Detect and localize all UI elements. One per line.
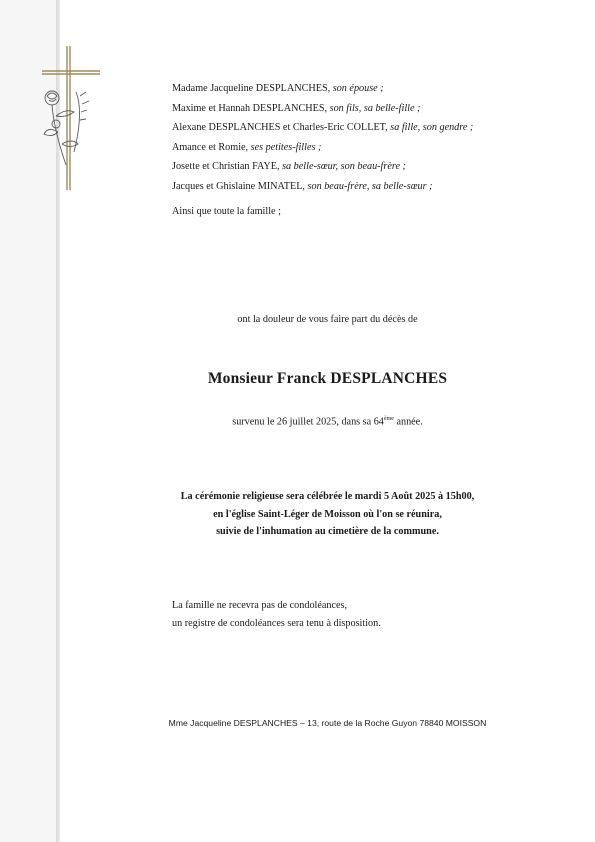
ceremony-line: La cérémonie religieuse sera célébrée le mardi 5 Août 2025 à 15h00, — [180, 491, 475, 502]
family-line — [172, 157, 572, 177]
ceremony-details — [60, 488, 595, 541]
family-relation: son épouse ; — [332, 83, 384, 94]
family-member-names: Amance et Romie, — [172, 141, 251, 153]
family-line — [172, 99, 572, 119]
family-member-names: Jacques et Ghislaine MINATEL, — [172, 180, 308, 192]
condolences-note — [172, 597, 381, 632]
family-line — [172, 79, 572, 99]
deceased-name: Monsieur Franck DESPLANCHES — [207, 370, 448, 387]
ceremony-line: en l'église Saint-Léger de Moisson où l'on se réunira, — [213, 508, 442, 520]
condolences-line: La famille ne recevra pas de condoléances, — [172, 600, 348, 611]
family-relation: ses petites-filles ; — [250, 141, 322, 153]
condolences-line: un registre de condoléances sera tenu à disposition. — [172, 617, 381, 629]
family-relation: sa fille, son gendre ; — [390, 122, 474, 134]
family-line — [172, 177, 572, 197]
cross-with-rose-icon — [36, 44, 108, 194]
family-line — [172, 138, 572, 158]
announcement-intro: ont la douleur de vous faire part du décès de — [237, 314, 418, 325]
death-date-line — [60, 416, 595, 427]
ordinal-suffix: ème — [383, 416, 394, 422]
family-member-names: Alexane DESPLANCHES et Charles-Eric COLLET, — [172, 122, 391, 134]
death-date-end: année. — [393, 416, 423, 428]
family-relation: son fils, sa belle-fille ; — [329, 102, 421, 114]
family-line — [172, 118, 572, 138]
family-member-names: Madame Jacqueline DESPLANCHES, — [172, 83, 333, 94]
contact-address: Mme Jacqueline DESPLANCHES – 13, route de la Roche Guyon 78840 MOISSON — [168, 718, 487, 728]
extended-family-line: Ainsi que toute la famille ; — [172, 206, 281, 217]
family-relation: son beau-frère, sa belle-sœur ; — [307, 180, 433, 192]
family-relation: sa belle-sœur, son beau-frère ; — [282, 161, 406, 173]
family-list — [172, 79, 572, 197]
family-member-names: Maxime et Hannah DESPLANCHES, — [172, 102, 330, 114]
ceremony-line: suivie de l'inhumation au cimetière de la commune. — [216, 526, 439, 537]
death-date-text: survenu le 26 juillet 2025, dans sa 64 — [232, 416, 384, 428]
family-member-names: Josette et Christian FAYE, — [172, 161, 283, 173]
